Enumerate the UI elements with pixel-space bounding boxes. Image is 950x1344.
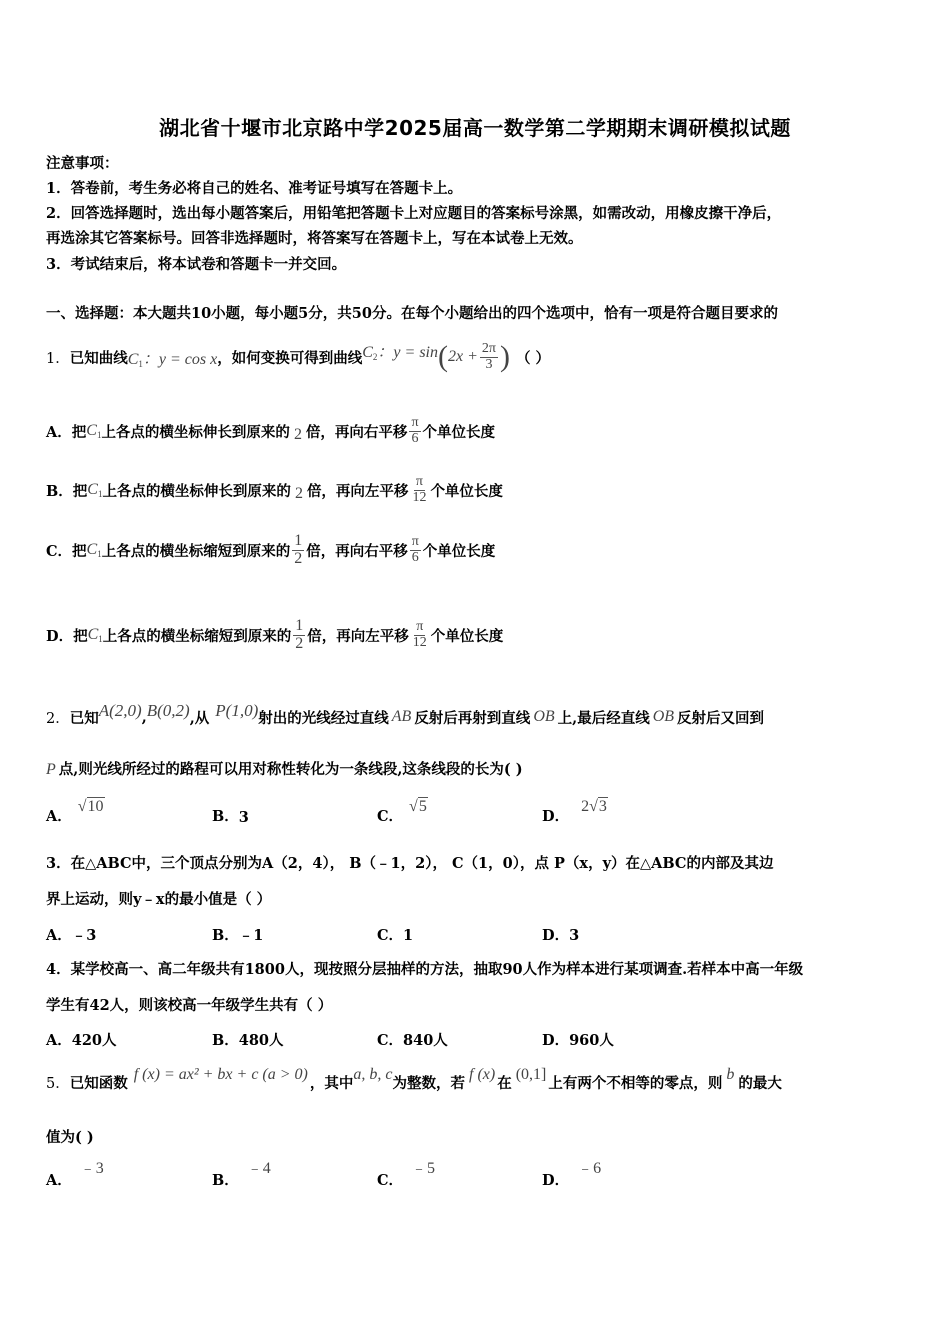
q4-option-c[interactable]: C．840人 bbox=[377, 1032, 448, 1049]
option-label: B． bbox=[46, 482, 73, 500]
question-2-cont bbox=[46, 758, 523, 779]
q5-text: 在 bbox=[497, 1074, 512, 1092]
option-shift-fraction: $\frac{\pi}{6}$ bbox=[411, 533, 419, 565]
q4-option-d[interactable]: D．960人 bbox=[542, 1032, 614, 1049]
q5-text: 已知函数 bbox=[69, 1074, 128, 1092]
q4-option-b[interactable]: B．480人 bbox=[212, 1032, 284, 1049]
question-2 bbox=[46, 700, 764, 734]
q3-option-b[interactable]: B．﹣1 bbox=[212, 927, 264, 944]
option-factor-fraction: $\frac{1}{2}$ bbox=[295, 616, 304, 652]
q5-fx: f (x) bbox=[469, 1066, 496, 1083]
q2-text: 上,最后经直线 bbox=[557, 709, 650, 727]
q2-text: ,从 bbox=[189, 709, 210, 727]
option-value: ﹣4 bbox=[246, 1160, 271, 1177]
option-post2: 个单位长度 bbox=[422, 423, 496, 441]
option-post1: 倍，再向左平移 bbox=[306, 482, 409, 500]
option-label: C． bbox=[377, 808, 404, 825]
option-value: ﹣6 bbox=[577, 1160, 602, 1177]
option-label: D． bbox=[542, 1172, 570, 1189]
q2-option-b[interactable] bbox=[212, 796, 249, 826]
q2-point-p: P bbox=[46, 761, 56, 778]
option-factor-fraction: $\frac{1}{2}$ bbox=[294, 531, 303, 567]
q2-text: 反射后再射到直线 bbox=[414, 709, 531, 727]
q2-point-a: A(2,0) bbox=[98, 701, 142, 720]
option-value: 3 bbox=[238, 809, 249, 826]
option-post2: 个单位长度 bbox=[422, 542, 496, 560]
option-pre: 把 bbox=[72, 482, 88, 500]
q5-option-b[interactable] bbox=[212, 1160, 271, 1190]
q5-b: b bbox=[726, 1066, 735, 1083]
notice-item-1: 1．答卷前，考生务必将自己的姓名、准考证号填写在答题卡上。 bbox=[46, 180, 463, 197]
section-heading: 一、选择题：本大题共10小题，每小题5分，共50分。在每个小题给出的四个选项中，恰有一项是符合题目要求的 bbox=[46, 305, 778, 322]
option-label: D． bbox=[46, 627, 74, 645]
notice-item-2: 2．回答选择题时，选出每小题答案后，用铅笔把答题卡上对应题目的答案标号涂黑，如需改动，用橡皮擦干净后， bbox=[46, 205, 782, 222]
question-5-cont: 值为( ) bbox=[46, 1129, 94, 1146]
option-factor: 2 bbox=[294, 485, 303, 502]
notice-heading: 注意事项： bbox=[46, 155, 119, 172]
q1-option-c[interactable] bbox=[46, 528, 495, 572]
q2-option-c[interactable] bbox=[377, 796, 428, 826]
curve-c1: $C_1$ bbox=[87, 626, 103, 644]
question-3: 3．在△ABC中，三个顶点分别为A（2，4）， B（﹣1，2）， C（1，0），点 P（x，y）在△ABC的内部及其边 bbox=[46, 855, 774, 872]
option-mid: 上各点的横坐标缩短到原来的 bbox=[101, 542, 291, 560]
option-mid: 上各点的横坐标伸长到原来的 bbox=[102, 482, 291, 500]
option-post1: 倍，再向右平移 bbox=[306, 542, 408, 560]
q1-number: 1． bbox=[46, 350, 70, 367]
q5-option-c[interactable] bbox=[377, 1160, 435, 1190]
q5-text: ，其中 bbox=[309, 1074, 354, 1092]
option-mid: 上各点的横坐标缩短到原来的 bbox=[102, 627, 292, 645]
option-shift-fraction: $\frac{\pi}{12}$ bbox=[412, 618, 427, 650]
q1-left-paren: ( bbox=[438, 340, 448, 373]
q5-interval: (0,1] bbox=[515, 1066, 547, 1083]
sqrt-value: √10 bbox=[77, 798, 104, 815]
q1-c2-inner: 2x + bbox=[448, 348, 478, 365]
option-label: D． bbox=[542, 808, 570, 825]
sqrt-value: 2√3 bbox=[581, 798, 607, 815]
question-4-cont: 学生有42人，则该校高一年级学生共有（ ） bbox=[46, 997, 333, 1014]
option-label: C． bbox=[46, 542, 73, 560]
q2-option-a[interactable] bbox=[46, 796, 105, 826]
q3-option-a[interactable]: A．﹣3 bbox=[46, 927, 97, 944]
q1-text-b: ，如何变换可得到曲线 bbox=[217, 349, 363, 367]
option-pre: 把 bbox=[71, 423, 87, 441]
q2-text: 点,则光线所经过的路程可以用对称性转化为一条线段,这条线段的长为( ) bbox=[58, 761, 523, 778]
notice-item-2-cont: 再选涂其它答案标号。回答非选择题时，将答案写在答题卡上，写在本试卷上无效。 bbox=[46, 230, 583, 247]
q2-text: 反射后又回到 bbox=[677, 709, 765, 727]
option-factor: 2 bbox=[293, 426, 302, 443]
option-shift-fraction: $\frac{\pi}{6}$ bbox=[411, 414, 419, 446]
q1-blank: （ ） bbox=[515, 349, 551, 367]
q5-text: 的最大 bbox=[738, 1074, 782, 1092]
option-post2: 个单位长度 bbox=[430, 482, 503, 500]
q3-option-c[interactable]: C．1 bbox=[377, 927, 414, 944]
q5-number: 5． bbox=[46, 1075, 70, 1092]
q5-option-a[interactable] bbox=[46, 1160, 104, 1190]
curve-c1: $C_1$ bbox=[86, 541, 102, 559]
q2-point-b: B(0,2) bbox=[146, 701, 190, 720]
option-post1: 倍，再向右平移 bbox=[305, 423, 408, 441]
q2-line-ob: OB bbox=[533, 708, 555, 725]
q2-line-ob-2: OB bbox=[652, 708, 675, 725]
q5-abc: a, b, c bbox=[353, 1066, 393, 1083]
option-label: A． bbox=[46, 423, 72, 441]
q5-text: 上有两个不相等的零点，则 bbox=[548, 1074, 723, 1092]
q5-function: f (x) = ax² + bx + c (a > 0) bbox=[133, 1066, 308, 1083]
q1-curve-c2: $C_2$：y = sin bbox=[362, 343, 438, 362]
q1-c2-fraction: $\frac{2\pi}{3}$ bbox=[481, 340, 496, 372]
question-1 bbox=[46, 340, 550, 374]
q2-point-p: P(1,0) bbox=[215, 701, 259, 720]
q1-option-b[interactable] bbox=[46, 471, 503, 509]
option-label: A． bbox=[46, 808, 72, 825]
q1-right-paren: ) bbox=[499, 340, 510, 373]
option-label: B． bbox=[212, 808, 239, 825]
question-5 bbox=[46, 1064, 782, 1100]
q1-curve-c1: $C_1$：y = cos x bbox=[127, 350, 218, 369]
sqrt-value: √5 bbox=[409, 798, 427, 815]
option-label: A． bbox=[46, 1172, 72, 1189]
q1-option-a[interactable] bbox=[46, 412, 495, 450]
q2-option-d[interactable] bbox=[542, 796, 608, 826]
q5-option-d[interactable] bbox=[542, 1160, 601, 1190]
option-post2: 个单位长度 bbox=[430, 627, 504, 645]
option-post1: 倍，再向左平移 bbox=[307, 627, 409, 645]
q2-number: 2． bbox=[46, 710, 70, 727]
option-pre: 把 bbox=[73, 627, 88, 645]
q2-line-ab: AB bbox=[391, 708, 412, 725]
q1-option-d[interactable] bbox=[46, 613, 503, 657]
question-3-cont: 界上运动，则y﹣x的最小值是（ ） bbox=[46, 891, 272, 908]
page-title: 湖北省十堰市北京路中学2025届高一数学第二学期期末调研模拟试题 bbox=[159, 116, 791, 140]
q5-text: 为整数，若 bbox=[392, 1074, 465, 1092]
question-4: 4．某学校高一、高二年级共有1800人，现按照分层抽样的方法，抽取90人作为样本进行某项调查.若样本中高一年级 bbox=[46, 961, 804, 978]
q2-text: 射出的光线经过直线 bbox=[258, 709, 389, 727]
option-value: ﹣5 bbox=[411, 1160, 436, 1177]
q2-text: 已知 bbox=[69, 709, 99, 727]
q2-comma: , bbox=[141, 708, 147, 726]
q1-text-a: 已知曲线 bbox=[69, 349, 128, 367]
option-label: C． bbox=[377, 1172, 404, 1189]
option-label: B． bbox=[212, 1172, 239, 1189]
q3-option-d[interactable]: D．3 bbox=[542, 927, 580, 944]
option-value: ﹣3 bbox=[79, 1160, 104, 1177]
curve-c1: $C_1$ bbox=[86, 422, 102, 440]
option-shift-fraction: $\frac{\pi}{12}$ bbox=[412, 473, 427, 505]
option-mid: 上各点的横坐标伸长到原来的 bbox=[101, 423, 290, 441]
option-pre: 把 bbox=[72, 542, 87, 560]
curve-c1: $C_1$ bbox=[87, 481, 103, 499]
notice-item-3: 3．考试结束后，将本试卷和答题卡一并交回。 bbox=[46, 256, 347, 273]
q4-option-a[interactable]: A．420人 bbox=[46, 1032, 117, 1049]
